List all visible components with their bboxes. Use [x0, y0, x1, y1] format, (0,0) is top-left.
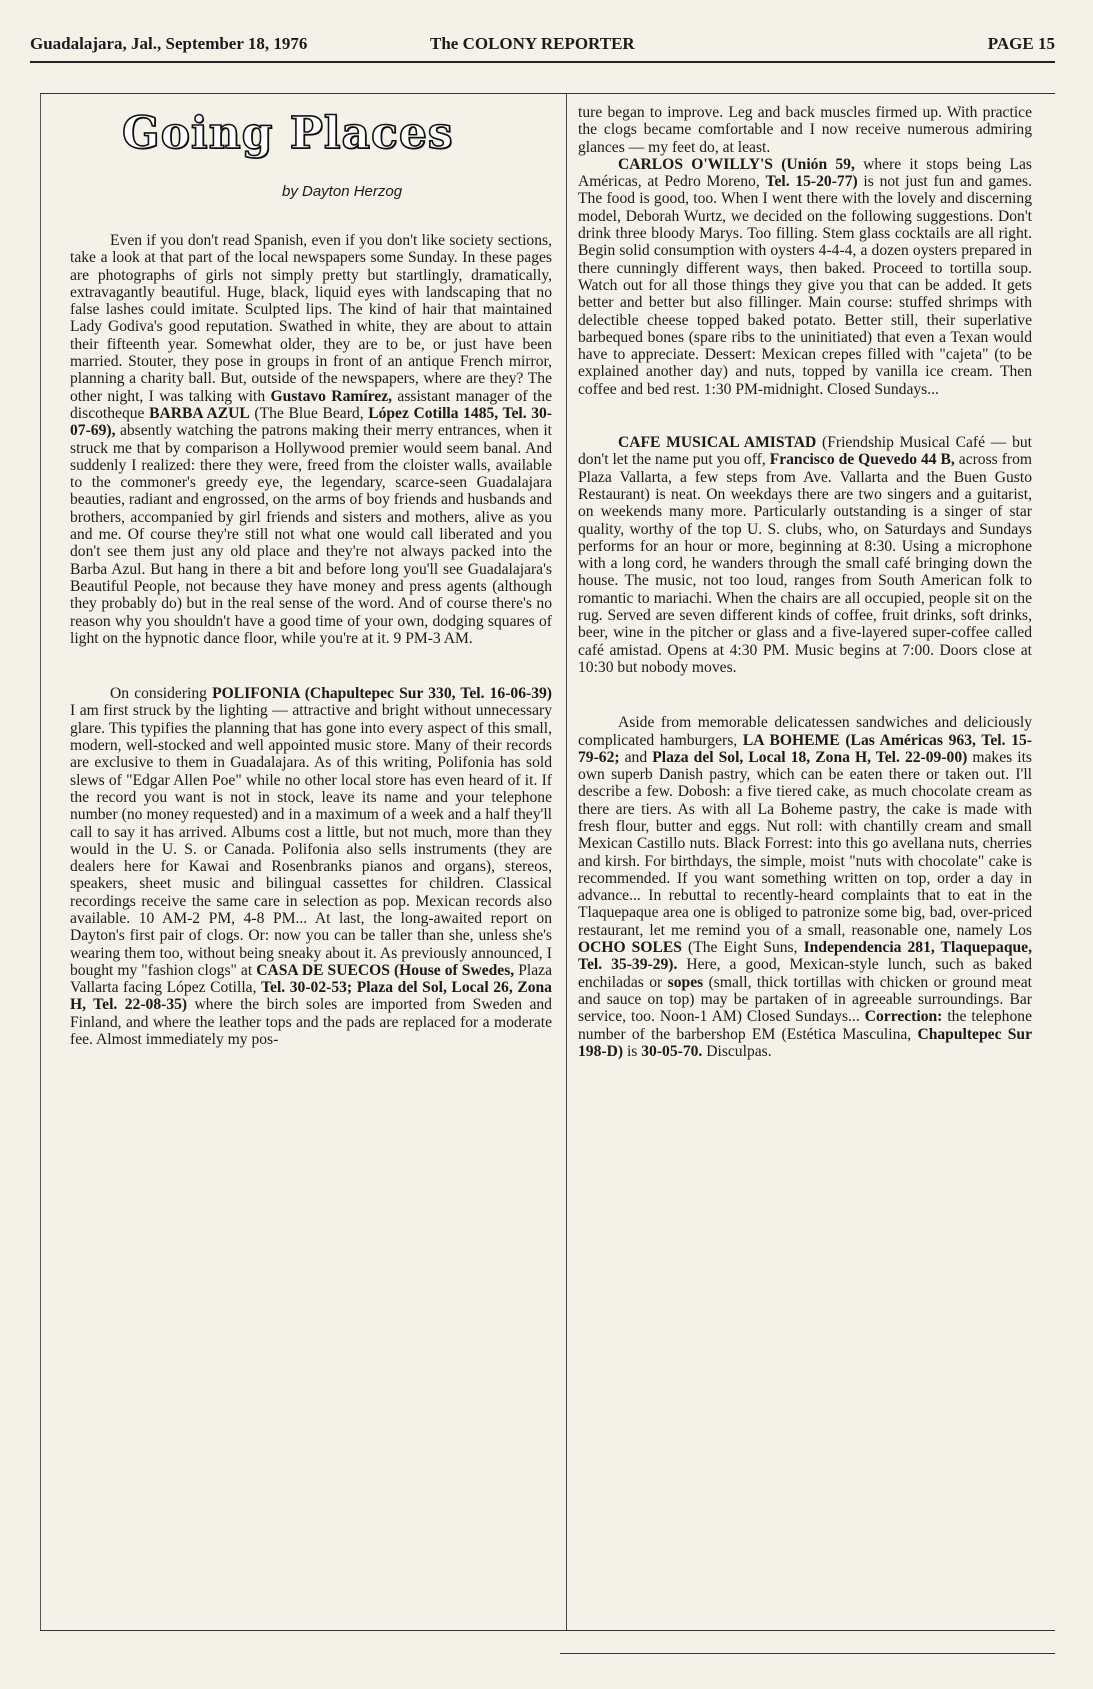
article-cafe-musical-amistad: CAFE MUSICAL AMISTAD (Friendship Musical Café — but don't let the name put you off, Francisco de Quevedo 44 B, across from Plaza Vallarta, a few steps from Ave. Vallarta and the Buen Gusto Restaurant) is neat. On weekdays there are two singers and a guitarist, on weekends many more. Particularly outstanding is a singer of star quality, worthy of the top U. S. clubs, who, on Saturdays and Sundays performs for an hour or more, beginning at 8:30. Using a microphone with a long cord, he wanders through the small café bringing down the house. The music, not too loud, ranges from South American folk to romantic to mariachi. When the chairs are all occupied, people sit on the rug. Served are seven different kinds of coffee, fruit drinks, soft drinks, beer, wine in the pitcher or glass and a five-layered super-coffee called café amistad. Opens at 4:30 PM. Music begins at 7:00. Doors close at 10:30 but nobody moves.: [578, 434, 1033, 676]
byline: by Dayton Herzog: [282, 183, 403, 200]
column-title: Going Places: [122, 108, 454, 159]
article-la-boheme: Aside from memorable delicatessen sandwiches and deliciously complicated hamburgers, LA BOHEME (Las Américas 963, Tel. 15-79-62; and Plaza del Sol, Local 18, Zona H, Tel. 22-09-00) makes its own superb Danish pastry, which can be eaten there or taken out. I'll describe a few. Dobosh: a five tiered cake, as much chocolate cream as there are tiers. As with all La Boheme pastry, the cake is made with fresh flour, butter and eggs. Nut roll: with chantilly cream and small Mexican Castillo nuts. Black Forrest: into this go avellana nuts, cherries and kirsh. For birthdays, the simple, moist "nuts with chocolate" cake is recommended. If you want something written on top, order a day in advance... In rebuttal to recently-heard complaints that to eat in the Tlaquepaque area one is obliged to patronize some big, bad, over-priced restaurant, let me remind you of a small, reasonable one, namely Los OCHO SOLES (The Eight Suns, Independencia 281, Tlaquepaque, Tel. 35-39-29). Here, a good, Mexican-style lunch, such as baked enchiladas or sopes (small, thick tortillas with chicken or ground meat and sauce on top) may be partaken of in agreeable surroundings. Bar service, too. Noon-1 AM) Closed Sundays... Correction: the telephone number of the barbershop EM (Estética Masculina, Chapultepec Sur 198-D) is 30-05-70. Disculpas.: [578, 714, 1032, 1060]
box-top-rule: [40, 93, 1055, 94]
page-header: [30, 34, 1055, 60]
left-column: [70, 232, 552, 1048]
box-bottom-rule: [40, 1630, 1055, 1631]
footer-rule: [560, 1653, 1055, 1654]
header-rule: [30, 61, 1055, 63]
dateline: Guadalajara, Jal., September 18, 1976: [30, 34, 308, 53]
box-left-rule: [40, 94, 41, 1630]
column-divider: [566, 94, 567, 1630]
page-number: PAGE 15: [987, 34, 1055, 53]
article-polifonia: On considering POLIFONIA (Chapultepec Sur 330, Tel. 16-06-39) I am first struck by the lighting — attractive and bright without unnecessary glare. This typifies the planning that has gone into every aspect of this small, modern, well-stocked and well appointed music store. Many of their records are exclusive to them in Guadalajara. As of this writing, Polifonia has sold slews of "Edgar Allen Poe" while no other local store has even heard of it. If the record you want is not in stock, leave its name and your telephone number (no money requested) and in a maximum of a week and a half they'll call to say it has arrived. Albums cost a little, but not much, more than they would in the U. S. or Canada. Polifonia also sells instruments (they are dealers here for Kawai and Rosenbranks pianos and organs), stereos, speakers, sheet music and bilingual cassettes for children. Classical recordings receive the same care in selection as pop. Mexican records also available. 10 AM-2 PM, 4-8 PM... At last, the long-awaited report on Dayton's first pair of clogs. Or: now you can be taller than she, unless she's wearing them too, without being sneaky about it. As previously announced, I bought my "fashion clogs" at CASA DE SUECOS (House of Swedes, Plaza Vallarta facing López Cotilla, Tel. 30-02-53; Plaza del Sol, Local 26, Zona H, Tel. 22-08-35) where the birch soles are imported from Sweden and Finland, and where the leather tops and the pads are replaced for a moderate fee. Almost immediately my pos-: [70, 685, 553, 1049]
article-barba-azul: Even if you don't read Spanish, even if you don't like society sections, take a look at that part of the local newspapers some Sunday. In these pages are photographs of girls not simply pretty but startlingly, dramatically, extravagantly beautiful. Huge, black, liquid eyes with landscaping that no false lashes could imitate. Sculpted lips. The kind of hair that maintained Lady Godiva's good reputation. Swathed in white, they are about to attain their fifteenth year. Somewhat older, they are to be, or just have been married. Stouter, they pose in groups in front of an antique French mirror, planning a charity ball. But, outside of the newspapers, where are they? The other night, I was talking with Gustavo Ramírez, assistant manager of the discotheque BARBA AZUL (The Blue Beard, López Cotilla 1485, Tel. 30-07-69), absently watching the patrons making their merry entrances, when it struck me that by comparison a Hollywood premier would seem banal. And suddenly I realized: there they were, freed from the cloister walls, available to the commoner's greedy eye, the legendary, scarce-seen Guadalajara beauties, radiant and engrossed, on the arms of boy friends and husbands and brothers, accompanied by girl friends and sisters and mothers, alive as you and me. Of course they're still not what one would call liberated and you don't see them just any old place and they're not always packed into the Barba Azul. But hang in there a bit and before long you'll see Guadalajara's Beautiful People, not because they have money and press agents (although they probably do) but in the real sense of the word. And of course there's no reason why you shouldn't have a good time of your own, dodging squares of light on the hypnotic dance floor, while you're at it. 9 PM-3 AM.: [70, 232, 552, 647]
publication-name: The COLONY REPORTER: [430, 34, 635, 53]
article-clogs-continued: ture began to improve. Leg and back muscles firmed up. With practice the clogs became comfortable and I now receive numerous admiring glances — my feet do, at least. CARLOS O'WILLY'S (Unión 59, where it stops being Las Américas, at Pedro Moreno, Tel. 15-20-77) is not just fun and games. The food is good, too. When I went there with the lovely and discerning model, Deborah Wurtz, we decided on the following suggestions. Don't drink three bloody Marys. Too filling. Stem glass cocktails are all right. Begin solid consumption with oysters 4-4-4, a dozen oysters prepared in there cunningly different ways, then baked. Proceed to tortilla soup. Watch out for all those things they give you that can be added. It gets better and better but also fillinger. Main course: stuffed shrimps with delectible cheese topped baked potato. Better still, their superlative barbequed bones (spare ribs to the uninitiated) that even a Texan would have to appreciate. Dessert: Mexican crepes filled with "cajeta" (to be explained another day) and nuts, topped by vanilla ice cream. Then coffee and bed rest. 1:30 PM-midnight. Closed Sundays...: [578, 104, 1032, 398]
right-column: [578, 104, 1032, 1060]
